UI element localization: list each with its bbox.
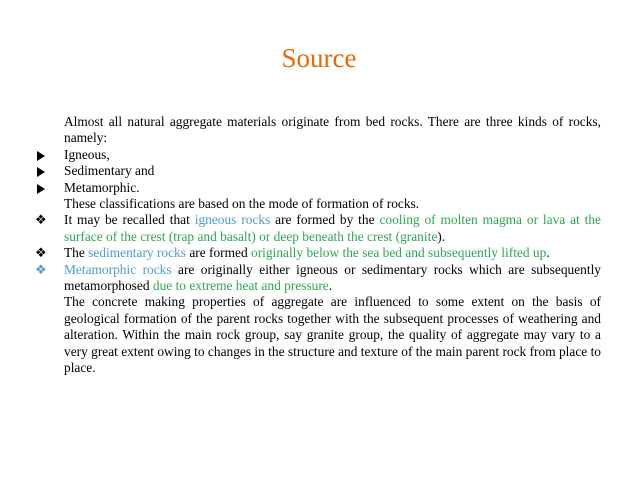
list-item-metamorphic bbox=[64, 180, 601, 196]
bullet-igneous bbox=[35, 212, 601, 245]
text-run: The bbox=[64, 245, 89, 261]
text-run: are formed bbox=[185, 245, 252, 261]
bullet-sedimentary bbox=[35, 245, 601, 261]
list-item-sedimentary bbox=[64, 163, 601, 179]
arrow-bullet-icon bbox=[37, 167, 45, 177]
classification-note: These classifications are based on the mode of formation of rocks. bbox=[64, 196, 420, 212]
arrow-bullet-icon bbox=[37, 151, 45, 161]
rock-type-label: Metamorphic. bbox=[64, 179, 140, 195]
text-run: ). bbox=[437, 228, 446, 244]
arrow-bullet-icon bbox=[37, 184, 45, 194]
igneous-term: igneous rocks bbox=[194, 212, 271, 228]
igneous-process: cooling of molten magma or lava at the surface of the crest (trap and basalt) or deep beneath the crest (granite bbox=[64, 212, 601, 244]
diamond-bullet-icon: ❖ bbox=[35, 245, 47, 261]
rock-type-label: Sedimentary and bbox=[64, 163, 155, 179]
bullet-metamorphic bbox=[35, 261, 601, 295]
text-run: are formed by the bbox=[270, 212, 380, 228]
text-run: are originally either igneous or sedimentary rocks which are subsequently metamorphosed bbox=[64, 261, 601, 294]
slide-body bbox=[35, 114, 601, 377]
metamorphic-process: due to extreme heat and pressure bbox=[152, 278, 329, 294]
text-run: . bbox=[546, 245, 550, 261]
rock-type-label: Igneous, bbox=[64, 146, 110, 162]
text-run: It may be recalled that bbox=[64, 212, 195, 228]
text-run: . bbox=[328, 278, 333, 294]
diamond-bullet-icon: ❖ bbox=[35, 261, 47, 277]
sedimentary-term: sedimentary rocks bbox=[88, 245, 186, 261]
diamond-bullet-icon: ❖ bbox=[35, 212, 47, 228]
sedimentary-process: originally below the sea bed and subsequently lifted up bbox=[251, 245, 547, 261]
list-item-igneous bbox=[64, 147, 601, 163]
metamorphic-term: Metamorphic rocks bbox=[64, 261, 172, 277]
slide-title: Source bbox=[281, 43, 357, 73]
intro-paragraph: Almost all natural aggregate materials originate from bed rocks. There are three kinds of rocks, namely: bbox=[64, 114, 601, 146]
closing-paragraph: The concrete making properties of aggregate are influenced to some extent on the basis of geological formation of the parent rocks together with the subsequent processes of weathering and alteration. Within the main rock group, say granite group, the quality of aggregate may vary to a very great extent owing to changes in the structure and texture of the main parent rock from place to place. bbox=[64, 294, 601, 376]
